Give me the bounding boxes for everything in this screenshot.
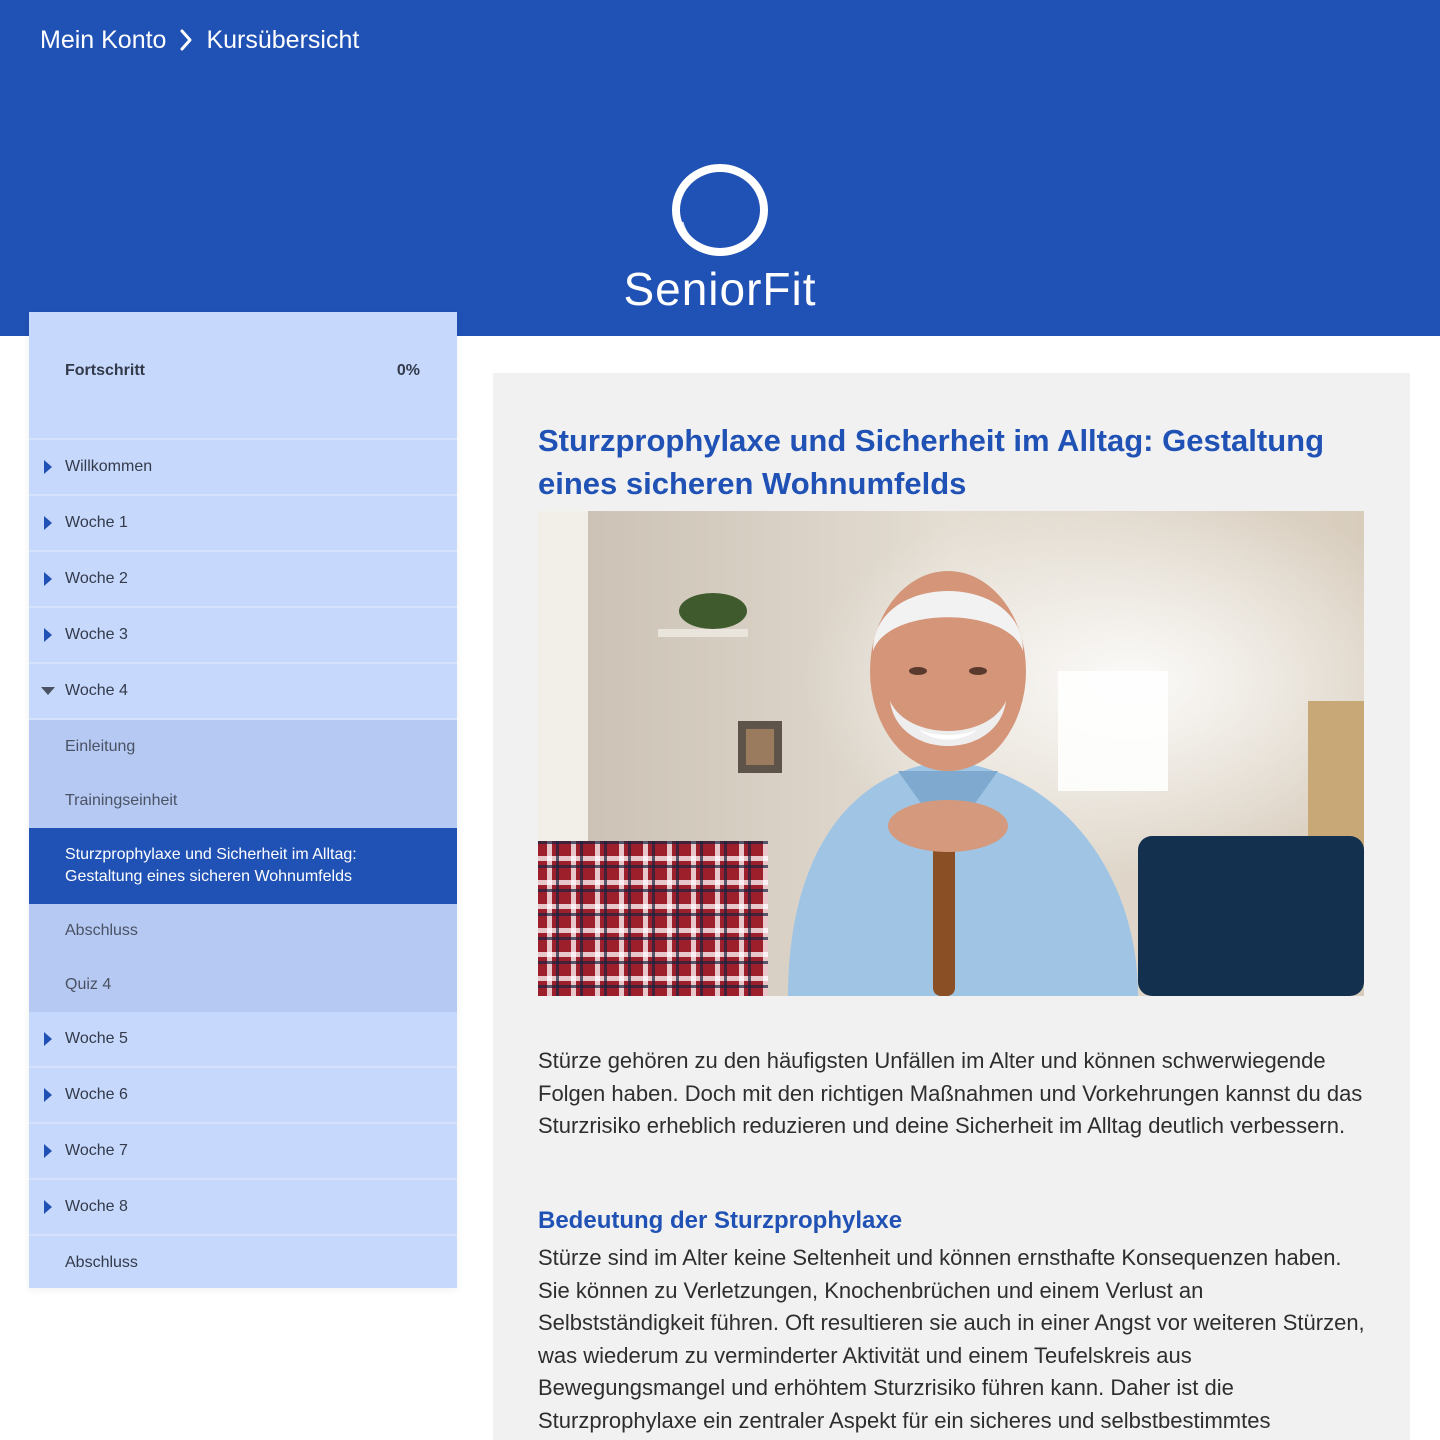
caret-right-icon [43, 572, 53, 586]
caret-right-icon [43, 516, 53, 530]
sidebar-item-week-7[interactable] [29, 1124, 457, 1180]
caret-right-icon [43, 1032, 53, 1046]
lesson-intro-text: Stürze gehören zu den häufigsten Unfällen im Alter und können schwerwiegende Folgen haben. Doch mit den richtigen Maßnahmen und Vorkehrungen kannst du das Sturzrisiko erheblich reduzieren und deine Sicherheit im Alltag deutlich verbessern. [538, 1048, 1363, 1138]
sidebar-item-label: Woche 2 [65, 570, 128, 587]
lesson-item-label: Abschluss [65, 922, 138, 939]
breadcrumb-course-overview-link[interactable]: Kursübersicht [206, 25, 360, 54]
sidebar-item-week-4[interactable] [29, 664, 457, 720]
sidebar-item-label: Abschluss [65, 1254, 138, 1271]
lesson-item-training[interactable] [29, 774, 457, 828]
breadcrumb [40, 20, 359, 60]
hero-image [538, 511, 1364, 996]
sidebar-item-label: Woche 6 [65, 1086, 128, 1103]
caret-right-icon [43, 460, 53, 474]
breadcrumb-account-link[interactable]: Mein Konto [40, 25, 167, 54]
progress-summary [29, 312, 457, 440]
section-heading: Bedeutung der Sturzprophylaxe [538, 1207, 903, 1234]
sidebar-item-label: Woche 7 [65, 1142, 128, 1159]
logo-ring-icon [668, 160, 772, 260]
sidebar-item-label: Woche 5 [65, 1030, 128, 1047]
seniorfit-logo [560, 160, 880, 320]
sidebar-item-label: Willkommen [65, 458, 153, 475]
section-body-text: Stürze sind im Alter keine Seltenheit und können ernsthafte Konsequenzen haben. Sie können zu Verletzungen, Knochenbrüchen und einem Verlust an Selbstständigkeit führen. Oft resultieren sie auch in einer Angst vor weiteren Stürzen, was wiederum zu verminderter Aktivität und einem Teufelskreis aus Bewegungsmangel und erhöhtem Sturzrisiko führen kann. Daher ist die Sturzprophylaxe ein zentraler Aspekt für ein sicheres und selbstbestimmtes [538, 1245, 1365, 1433]
sidebar-item-week-6[interactable] [29, 1068, 457, 1124]
lesson-item-label: Trainingseinheit [65, 792, 178, 809]
sidebar-item-label: Woche 4 [65, 682, 128, 699]
caret-right-icon [43, 1088, 53, 1102]
caret-right-icon [43, 628, 53, 642]
sidebar-item-welcome[interactable] [29, 440, 457, 496]
caret-down-icon [40, 684, 56, 698]
sidebar-item-label: Woche 1 [65, 514, 128, 531]
sidebar-item-label: Woche 3 [65, 626, 128, 643]
lesson-content [493, 373, 1410, 1440]
sidebar-item-week-8[interactable] [29, 1180, 457, 1236]
lesson-item-label: Einleitung [65, 738, 136, 755]
progress-value: 0% [396, 362, 420, 379]
lesson-item-quiz[interactable] [29, 958, 457, 1012]
logo-wordmark: SeniorFit [623, 263, 817, 315]
sidebar-item-week-5[interactable] [29, 1012, 457, 1068]
sidebar-item-final[interactable] [29, 1236, 457, 1290]
lesson-item-label: Sturzprophylaxe und Sicherheit im Alltag: Gestaltung eines sicheren Wohnumfelds [65, 846, 357, 885]
site-header [0, 0, 1440, 336]
caret-right-icon [43, 1144, 53, 1158]
lesson-item-closing[interactable] [29, 904, 457, 958]
lesson-title: Sturzprophylaxe und Sicherheit im Alltag: Gestaltung eines sicheren Wohnumfelds [538, 423, 1325, 501]
progress-label: Fortschritt [65, 362, 145, 379]
lesson-item-intro[interactable] [29, 720, 457, 774]
sidebar-item-week-3[interactable] [29, 608, 457, 664]
lesson-item-label: Quiz 4 [65, 976, 112, 993]
hero-illustration [538, 511, 1364, 996]
sidebar-item-week-1[interactable] [29, 496, 457, 552]
course-sidebar [29, 312, 457, 1288]
lesson-item-current[interactable] [29, 828, 457, 904]
sidebar-item-week-2[interactable] [29, 552, 457, 608]
chevron-right-icon [166, 29, 206, 51]
caret-right-icon [43, 1200, 53, 1214]
sidebar-item-label: Woche 8 [65, 1198, 128, 1215]
